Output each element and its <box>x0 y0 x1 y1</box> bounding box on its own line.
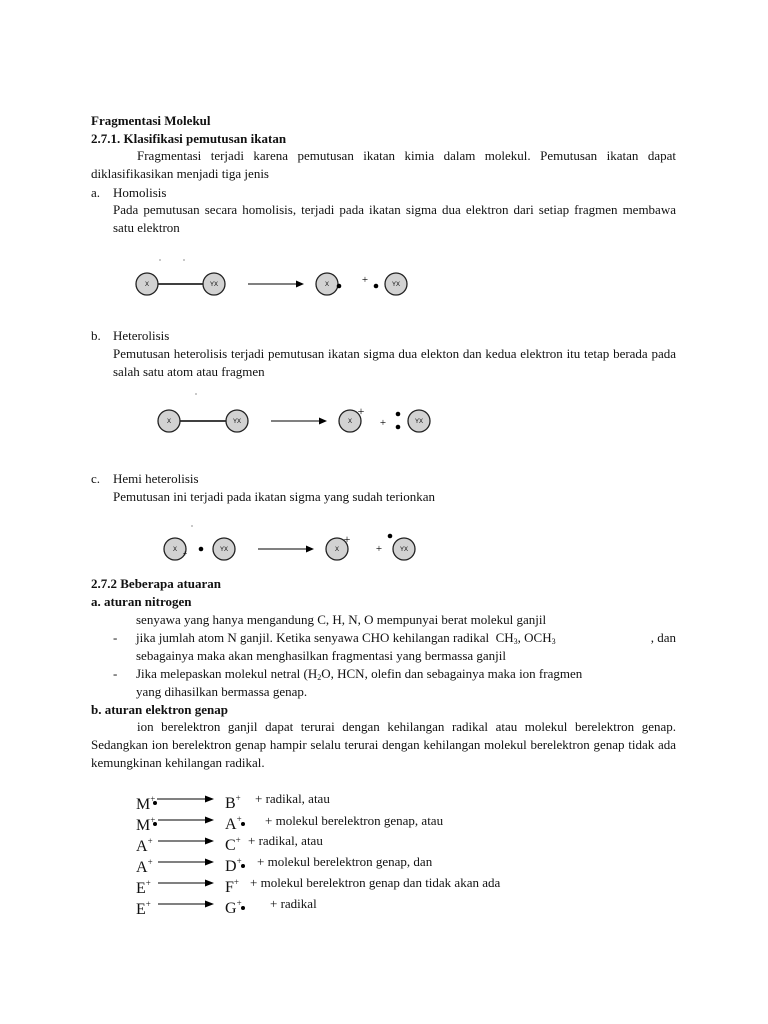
atom-x-label: X <box>166 419 172 425</box>
electron-pair-dot <box>396 412 401 417</box>
positive-charge: + <box>357 404 365 418</box>
atom-yx-label: YX <box>391 282 401 288</box>
equation-5-description: + molekul berelektron genap dan tidak akan ada <box>250 875 501 890</box>
atom-x-label: X <box>144 282 150 288</box>
equation-1-reactant: M+ <box>136 794 156 813</box>
stray-dot <box>191 525 192 526</box>
equation-arrow-head <box>205 901 214 908</box>
nitrogen-bullet2-line2: yang dihasilkan bermassa genap. <box>136 684 308 699</box>
equation-arrow-head <box>205 880 214 887</box>
atom-x-label: X <box>334 547 340 553</box>
stray-dot <box>183 259 184 260</box>
plus-sign: + <box>379 417 387 429</box>
equation-arrow-head <box>205 838 214 845</box>
equation-4-product: D+ <box>225 856 242 875</box>
equation-3-product: C+ <box>225 835 241 854</box>
equation-3-description: + radikal, atau <box>248 833 323 848</box>
formula-ch3: $CH_3$ <box>495 630 518 646</box>
item-marker-c: c. <box>91 471 101 486</box>
atom-yx-label: YX <box>209 282 219 288</box>
equation-6-reactant: E+ <box>136 899 151 918</box>
bullet1-text-a: jika jumlah atom N ganjil. Ketika senyawa CHO kehilangan radikal <box>136 630 490 645</box>
item-marker-a: a. <box>91 185 101 200</box>
radical-electron-dot <box>388 534 393 539</box>
homolisis-diagram <box>0 245 768 325</box>
positive-charge: + <box>343 532 351 546</box>
atom-yx-label: YX <box>219 547 229 553</box>
atom-yx-label: YX <box>414 419 424 425</box>
item-label-homolisis: Homolisis <box>113 185 167 200</box>
item-marker-b: b. <box>91 328 101 343</box>
equation-arrow-head <box>205 796 214 803</box>
positive-charge: + <box>182 549 188 558</box>
equation-arrow-head <box>205 859 214 866</box>
equation-4-reactant: A+ <box>136 857 153 876</box>
radical-electron-dot <box>374 284 379 289</box>
plus-sign: + <box>375 543 383 555</box>
atom-yx-label: YX <box>399 547 409 553</box>
stray-dot <box>159 259 160 260</box>
atom-x-label: X <box>324 282 330 288</box>
page-title: Fragmentasi Molekul <box>91 113 211 128</box>
reaction-arrow-head <box>296 281 304 288</box>
electron-pair-dot <box>396 425 401 430</box>
atom-yx-label: YX <box>232 419 242 425</box>
equation-3-reactant: A+ <box>136 836 153 855</box>
item-label-hemi-heterolisis: Hemi heterolisis <box>113 471 199 486</box>
subheading-aturan-elektron-genap: b. aturan elektron genap <box>91 702 228 717</box>
equation-arrow-head <box>205 817 214 824</box>
equation-6-product: G+ <box>225 898 242 917</box>
equation-2-product: A+ <box>225 814 242 833</box>
nitrogen-intro: senyawa yang hanya mengandung C, H, N, O mempunyai berat molekul ganjil <box>136 612 547 627</box>
electron-dot <box>199 547 204 552</box>
section-heading-atuaran: 2.7.2 Beberapa atuaran <box>91 576 221 591</box>
reaction-arrow-head <box>319 418 327 425</box>
section-heading-klasifikasi: 2.7.1. Klasifikasi pemutusan ikatan <box>91 131 287 146</box>
section-intro-paragraph: Fragmentasi terjadi karena pemutusan ikatan kimia dalam molekul. Pemutusan ikatan dapat diklasifikasikan menjadi tiga jenis <box>91 148 676 181</box>
atom-x-label: X <box>347 419 353 425</box>
subheading-aturan-nitrogen: a. aturan nitrogen <box>91 594 192 609</box>
item-text-hemi-heterolisis: Pemutusan ini terjadi pada ikatan sigma yang sudah terionkan <box>113 489 436 504</box>
equation-1-description: + radikal, atau <box>255 791 330 806</box>
equation-5-reactant: E+ <box>136 878 151 897</box>
equation-5-product: F+ <box>225 877 239 896</box>
equation-6-description: + radikal <box>270 896 317 911</box>
equation-2-description: + molekul berelektron genap, atau <box>265 813 444 828</box>
equation-4-description: + molekul berelektron genap, dan <box>257 854 433 869</box>
bullet-dash: - <box>113 630 118 645</box>
reaction-equations <box>0 788 768 918</box>
radical-electron-dot <box>337 284 342 289</box>
equation-1-product: B+ <box>225 793 241 812</box>
nitrogen-bullet2-line1: Jika melepaskan molekul netral ($H_2O$, HCN, olefin dan sebagainya maka ion fragmen <box>136 666 583 682</box>
hemi-heterolisis-diagram <box>0 515 768 575</box>
plus-sign: + <box>361 274 369 286</box>
item-text-heterolisis: Pemutusan heterolisis terjadi pemutusan ikatan sigma dua elekton dan kedua elektron itu tetap berada pada salah satu atom atau fragmen <box>113 346 676 379</box>
bullet1-end: , dan <box>650 630 676 645</box>
atom-x-label: X <box>172 547 178 553</box>
heterolisis-diagram <box>0 385 768 455</box>
stray-dot <box>195 393 196 394</box>
elektron-genap-paragraph: ion berelektron ganjil dapat terurai dengan kehilangan radikal atau molekul berelektron genap. Sedangkan ion berelektron genap hampir selalu terurai dengan kehilangan molekul berelektron genap tidak ada kemungkinan kehilangan radikal. <box>91 719 676 770</box>
nitrogen-bullet1-line2: sebagainya maka akan menghasilkan fragmentasi yang bermassa ganjil <box>136 648 507 663</box>
equation-2-reactant: M+ <box>136 815 156 834</box>
formula-och3: , $OCH_3$ <box>517 630 556 646</box>
item-label-heterolisis: Heterolisis <box>113 328 170 343</box>
reaction-arrow-head <box>306 546 314 553</box>
item-text-homolisis: Pada pemutusan secara homolisis, terjadi pada ikatan sigma dua elektron dari setiap fragmen membawa satu elektron <box>113 202 676 235</box>
bullet-dash: - <box>113 666 118 681</box>
